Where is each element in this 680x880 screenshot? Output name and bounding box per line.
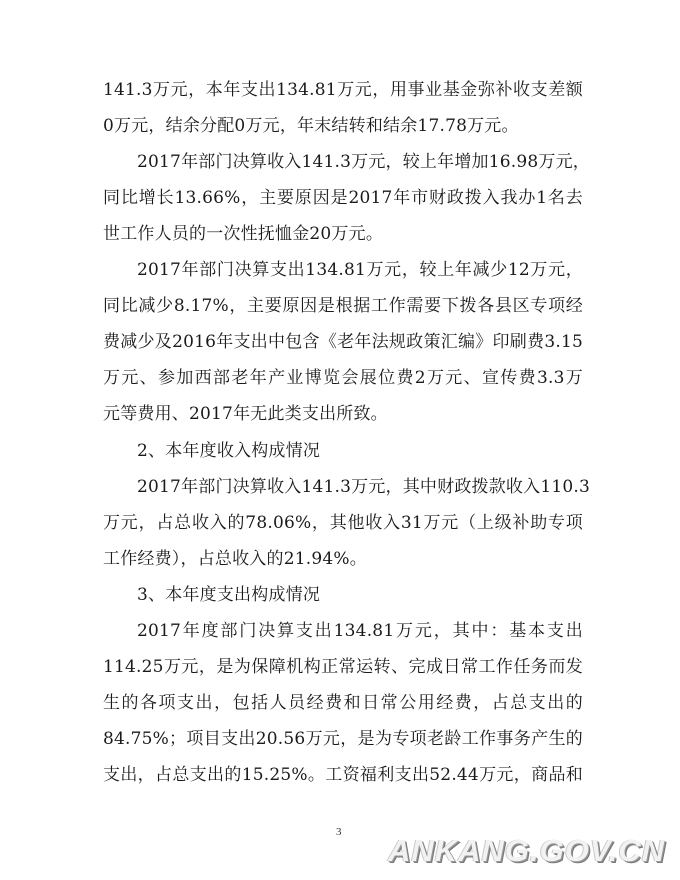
paragraph-line: 2017年部门决算支出134.81万元，较上年减少12万元， xyxy=(137,260,583,280)
paragraph-line: 生的各项支出，包括人员经费和日常公用经费，占总支出的 xyxy=(103,693,583,713)
paragraph-line: 万元，占总收入的78.06%，其他收入31万元（上级补助专项 xyxy=(103,513,583,533)
paragraph-line: 2017年部门决算收入141.3万元，其中财政拨款收入110.3 xyxy=(137,477,590,497)
paragraph-line: 元等费用、2017年无此类支出所致。 xyxy=(103,404,388,424)
watermark-logo: ANKANG.GOV.CN xyxy=(388,833,666,868)
page-number: 3 xyxy=(336,826,342,838)
paragraph-line: 费减少及2016年支出中包含《老年法规政策汇编》印刷费3.15 xyxy=(103,332,583,352)
paragraph-line: 同比减少8.17%，主要原因是根据工作需要下拨各县区专项经 xyxy=(103,296,583,316)
paragraph-line: 141.3万元，本年支出134.81万元，用事业基金弥补收支差额 xyxy=(103,80,583,100)
paragraph-line: 支出，占总支出的15.25%。工资福利支出52.44万元，商品和 xyxy=(103,765,583,785)
paragraph-line: 2017年度部门决算支出134.81万元，其中：基本支出 xyxy=(137,621,583,641)
section-heading: 2、本年度收入构成情况 xyxy=(137,441,321,461)
paragraph-line: 工作经费），占总收入的21.94%。 xyxy=(103,549,367,569)
paragraph-line: 0万元，结余分配0万元，年末结转和结余17.78万元。 xyxy=(103,116,519,136)
paragraph-line: 114.25万元，是为保障机构正常运转、完成日常工作任务而发 xyxy=(103,657,583,677)
paragraph-line: 万元、参加西部老年产业博览会展位费2万元、宣传费3.3万 xyxy=(103,368,583,388)
section-heading: 3、本年度支出构成情况 xyxy=(137,585,321,605)
paragraph-line: 2017年部门决算收入141.3万元，较上年增加16.98万元， xyxy=(137,152,590,172)
paragraph-line: 同比增长13.66%，主要原因是2017年市财政拨入我办1名去 xyxy=(103,188,583,208)
paragraph-line: 世工作人员的一次性抚恤金20万元。 xyxy=(103,224,384,244)
paragraph-line: 84.75%；项目支出20.56万元，是为专项老龄工作事务产生的 xyxy=(103,729,583,749)
